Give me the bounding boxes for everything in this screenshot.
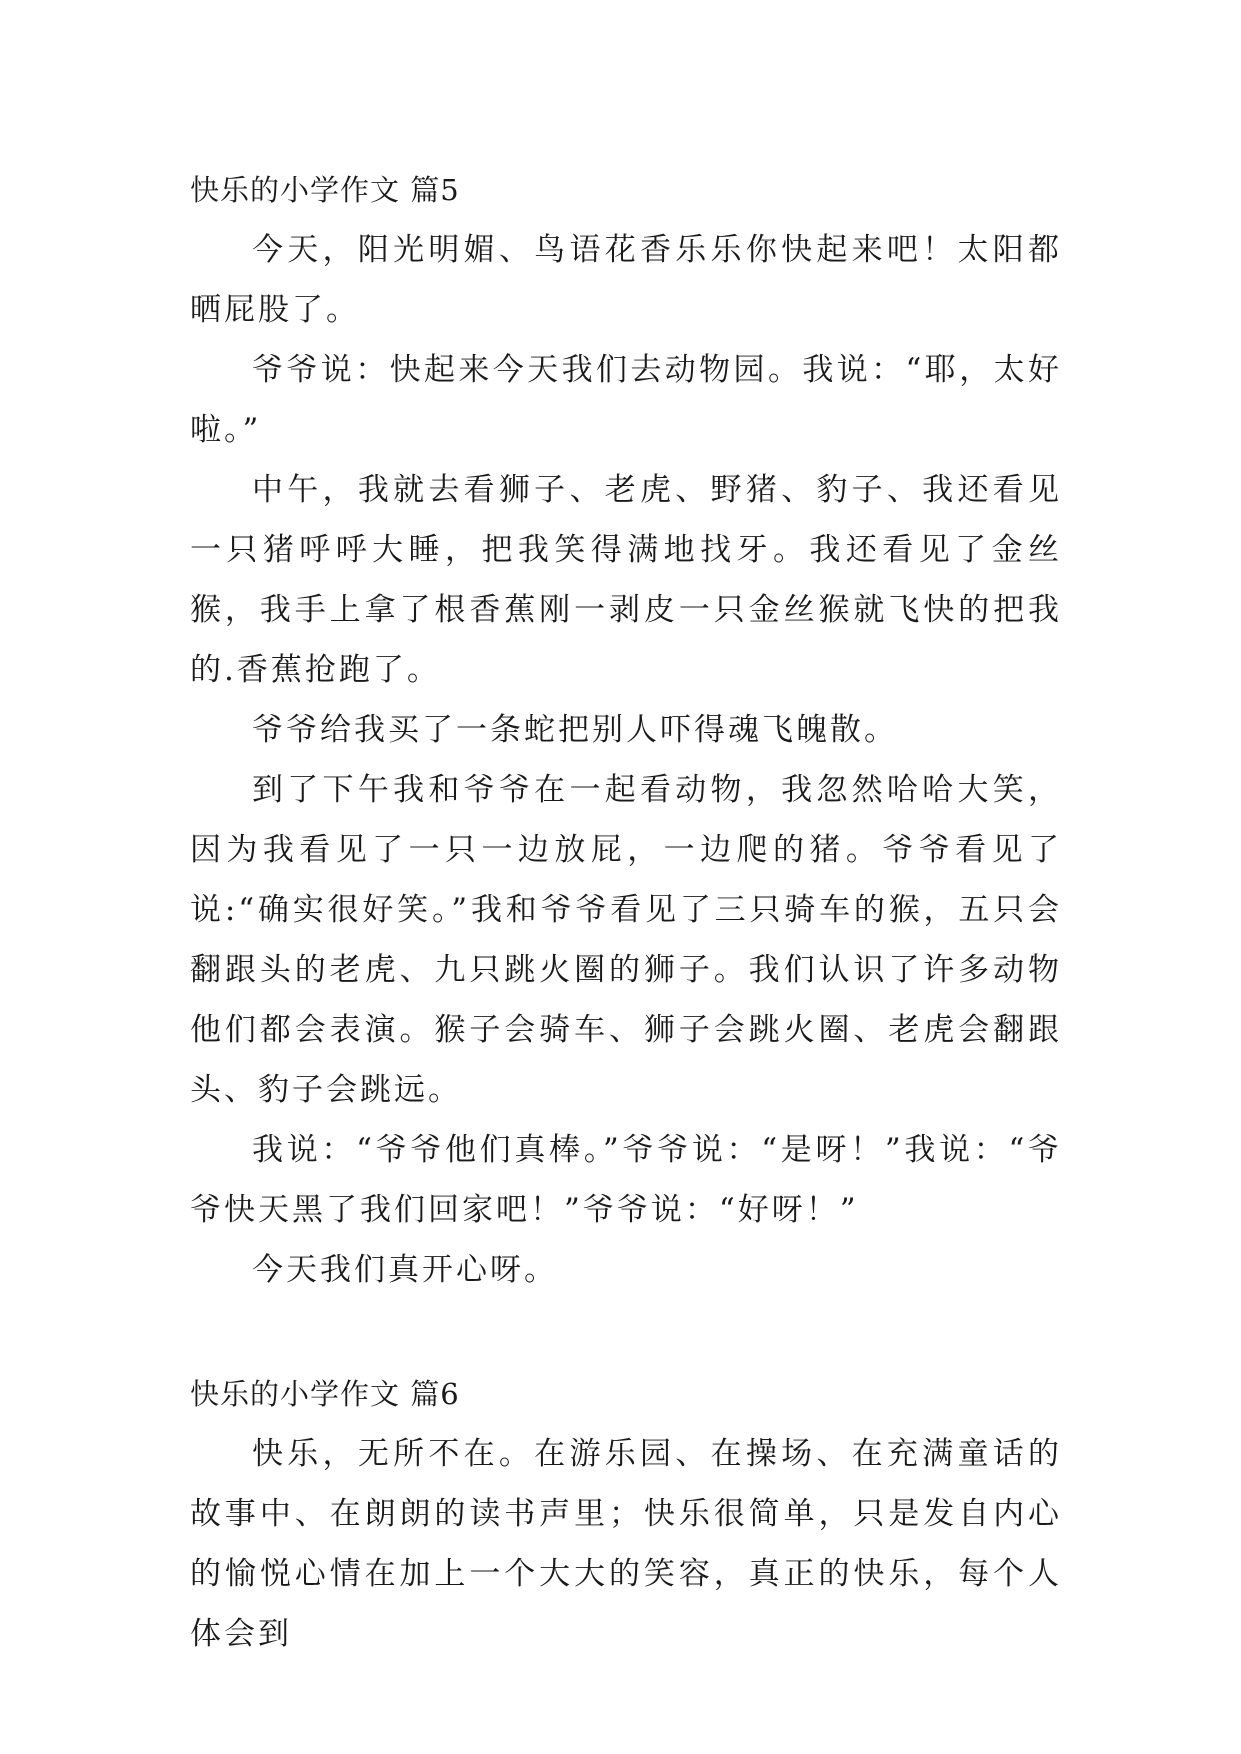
section-divider-space	[190, 1300, 1062, 1364]
essay-section-5	[190, 160, 1062, 1300]
paragraph: 快乐，无所不在。在游乐园、在操场、在充满童话的故事中、在朗朗的读书声里；快乐很简单，只是发自内心的愉悦心情在加上一个大大的笑容，真正的快乐，每个人体会到	[190, 1436, 1062, 1652]
paragraph: 我说：“爷爷他们真棒。”爷爷说：“是呀！”我说：“爷爷快天黑了我们回家吧！”爷爷说：“好呀！”	[190, 1132, 1062, 1228]
document-page	[190, 160, 1062, 1664]
paragraph: 中午，我就去看狮子、老虎、野猪、豹子、我还看见一只猪呼呼大睡，把我笑得满地找牙。我还看见了金丝猴，我手上拿了根香蕉刚一剥皮一只金丝猴就飞快的把我的.香蕉抢跑了。	[190, 472, 1062, 688]
section-title: 快乐的小学作文 篇5	[190, 173, 460, 207]
paragraph: 爷爷给我买了一条蛇把别人吓得魂飞魄散。	[252, 712, 898, 748]
paragraph: 今天我们真开心呀。	[252, 1252, 558, 1288]
paragraph: 今天，阳光明媚、鸟语花香乐乐你快起来吧！太阳都晒屁股了。	[190, 232, 1062, 328]
paragraph: 到了下午我和爷爷在一起看动物，我忽然哈哈大笑，因为我看见了一只一边放屁，一边爬的猪。爷爷看见了说:“确实很好笑。”我和爷爷看见了三只骑车的猴，五只会翻跟头的老虎、九只跳火圈的狮子。我们认识了许多动物他们都会表演。猴子会骑车、狮子会跳火圈、老虎会翻跟头、豹子会跳远。	[190, 772, 1062, 1108]
paragraph: 爷爷说：快起来今天我们去动物园。我说：“耶，太好啦。”	[190, 352, 1062, 448]
essay-section-6	[190, 1364, 1062, 1664]
section-title: 快乐的小学作文 篇6	[190, 1377, 460, 1411]
